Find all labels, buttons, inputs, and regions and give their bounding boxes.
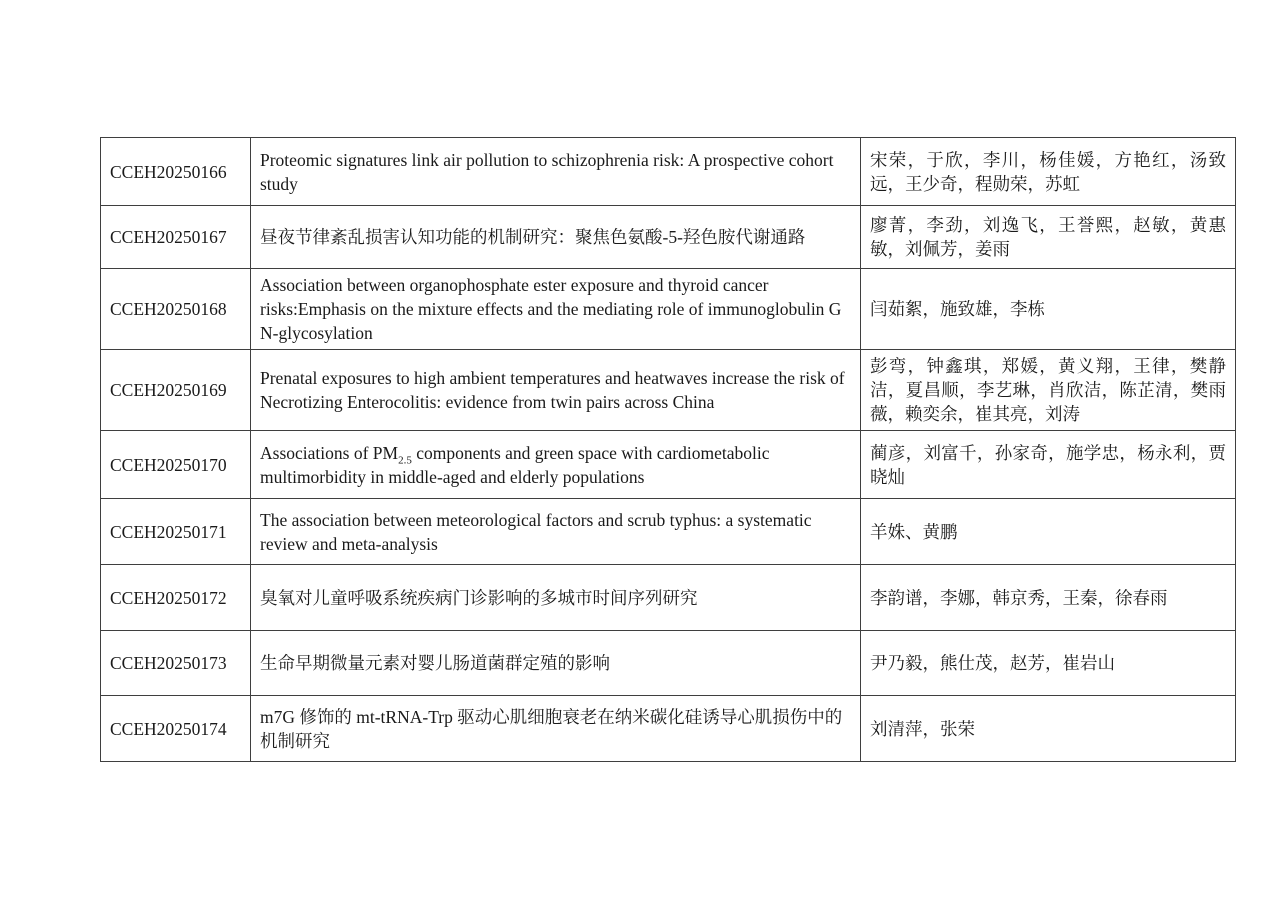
submission-id: CCEH20250173 xyxy=(101,631,251,696)
title-text: components and green space with cardiometabolic multimorbidity in middle-aged and elderly populations xyxy=(260,442,770,487)
submission-title: 臭氧对儿童呼吸系统疾病门诊影响的多城市时间序列研究 xyxy=(251,565,861,631)
table-row xyxy=(101,631,1236,696)
submission-authors: 彭弯，钟鑫琪，郑媛，黄义翔，王律，樊静洁，夏昌顺，李艺琳，肖欣洁，陈芷清，樊雨薇，赖奕余，崔其亮，刘涛 xyxy=(861,350,1236,431)
submission-title: 生命早期微量元素对婴儿肠道菌群定殖的影响 xyxy=(251,631,861,696)
table-row xyxy=(101,138,1236,206)
table-row xyxy=(101,696,1236,762)
submissions-table xyxy=(100,137,1236,762)
submission-title: Prenatal exposures to high ambient temperatures and heatwaves increase the risk of Necrotizing Enterocolitis: evidence from twin pairs across China xyxy=(251,350,861,431)
table-row xyxy=(101,565,1236,631)
submission-title: The association between meteorological factors and scrub typhus: a systematic review and meta-analysis xyxy=(251,499,861,565)
table-row xyxy=(101,269,1236,350)
submission-authors: 尹乃毅，熊仕茂，赵芳，崔岩山 xyxy=(861,631,1236,696)
submission-authors: 宋荣，于欣，李川，杨佳媛，方艳红，汤致远，王少奇，程勋荣，苏虹 xyxy=(861,138,1236,206)
submission-id: CCEH20250169 xyxy=(101,350,251,431)
submission-title: Proteomic signatures link air pollution to schizophrenia risk: A prospective cohort study xyxy=(251,138,861,206)
submission-id: CCEH20250166 xyxy=(101,138,251,206)
title-text: Associations of PM xyxy=(260,442,399,463)
submission-id: CCEH20250168 xyxy=(101,269,251,350)
submission-authors: 闫茹絮，施致雄，李栋 xyxy=(861,269,1236,350)
submission-authors: 廖菁，李劲，刘逸飞，王誉熙，赵敏，黄惠敏，刘佩芳，姜雨 xyxy=(861,206,1236,269)
submission-title: Association between organophosphate ester exposure and thyroid cancer risks:Emphasis on the mixture effects and the mediating role of immunoglobulin G N-glycosylation xyxy=(251,269,861,350)
submission-authors: 羊姝、黄鹏 xyxy=(861,499,1236,565)
submission-title: m7G 修饰的 mt-tRNA-Trp 驱动心肌细胞衰老在纳米碳化硅诱导心肌损伤中的机制研究 xyxy=(251,696,861,762)
pm25-subscript: 2.5 xyxy=(398,454,412,466)
submission-authors: 李韵谱，李娜，韩京秀，王秦，徐春雨 xyxy=(861,565,1236,631)
table-row xyxy=(101,499,1236,565)
table-row xyxy=(101,206,1236,269)
submission-id: CCEH20250172 xyxy=(101,565,251,631)
submission-id: CCEH20250174 xyxy=(101,696,251,762)
submission-authors: 刘清萍，张荣 xyxy=(861,696,1236,762)
submission-id: CCEH20250171 xyxy=(101,499,251,565)
table-row xyxy=(101,431,1236,499)
submission-id: CCEH20250167 xyxy=(101,206,251,269)
table-row xyxy=(101,350,1236,431)
submission-title: 昼夜节律紊乱损害认知功能的机制研究：聚焦色氨酸-5-羟色胺代谢通路 xyxy=(251,206,861,269)
submission-id: CCEH20250170 xyxy=(101,431,251,499)
submission-authors: 蔺彦，刘富千，孙家奇，施学忠，杨永利，贾晓灿 xyxy=(861,431,1236,499)
submission-title xyxy=(251,431,861,499)
